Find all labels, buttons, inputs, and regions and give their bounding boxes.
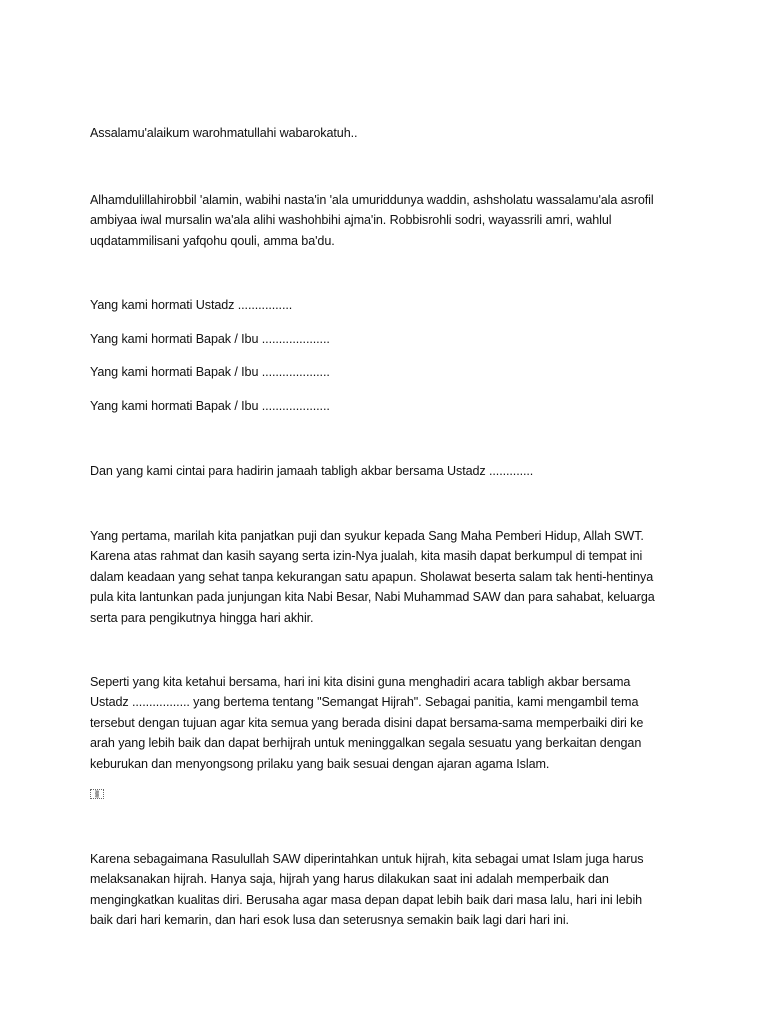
paragraph-line: Karena atas rahmat dan kasih sayang serta izin-Nya jualah, kita masih dapat berkumpul di tempat ini — [90, 549, 643, 564]
opening-line: uqdatammilisani yafqohu qouli, amma ba'du. — [90, 233, 335, 248]
opening-line: Alhamdulillahirobbil 'alamin, wabihi nasta'in 'ala umuriddunya waddin, ashsholatu wassalamu'ala asrofil — [90, 193, 654, 207]
paragraph-line: keburukan dan menyongsong prilaku yang baik sesuai dengan ajaran agama Islam. — [90, 756, 550, 771]
paragraph-theme — [90, 672, 680, 774]
honorific-text: Yang kami hormati Bapak / Ibu .................... — [90, 399, 330, 413]
honorific-text: Yang kami hormati Bapak / Ibu .................... — [90, 332, 330, 346]
honorific-text: Yang kami hormati Bapak / Ibu .................... — [90, 365, 330, 379]
greeting-line — [90, 123, 680, 143]
paragraph-line: Ustadz ................. yang bertema tentang "Semangat Hijrah". Sebagai panitia, kami mengambil tema — [90, 695, 639, 710]
opening-line: ambiyaa iwal mursalin wa'ala alihi washohbihi ajma'in. Robbisrohli sodri, wayassrili amri, wahlul — [90, 213, 612, 228]
paragraph-line: pula kita lantunkan pada junjungan kita Nabi Besar, Nabi Muhammad SAW dan para sahabat, keluarga — [90, 590, 655, 605]
paragraph-line: serta para pengikutnya hingga hari akhir. — [90, 610, 314, 625]
paragraph-line: tersebut dengan tujuan agar kita semua yang berada disini dapat bersama-sama memperbaiki diri ke — [90, 715, 644, 730]
placeholder-glyph-icon: ▒ — [90, 789, 104, 799]
honorific-line — [90, 396, 680, 416]
paragraph-line: arah yang lebih baik dan dapat berhijrah untuk meninggalkan segala sesuatu yang berkaitan dengan — [90, 736, 642, 751]
honorific-text: Yang kami hormati Ustadz ................ — [90, 298, 293, 312]
paragraph-line: baik dari hari kemarin, dan hari esok lusa dan seterusnya semakin baik lagi dari hari ini. — [90, 913, 569, 928]
honorific-line — [90, 295, 680, 315]
paragraph-hijrah — [90, 849, 680, 931]
paragraph-line: mengingkatkan kualitas diri. Berusaha agar masa depan dapat lebih baik dari masa lalu, hari ini lebih — [90, 892, 643, 907]
greeting-text: Assalamu'alaikum warohmatullahi wabarokatuh.. — [90, 126, 358, 140]
honorific-line — [90, 329, 680, 349]
paragraph-line: melaksanakan hijrah. Hanya saja, hijrah yang harus dilakukan saat ini adalah memperbaik dan — [90, 872, 609, 887]
paragraph-praise — [90, 526, 680, 628]
paragraph-line: Yang pertama, marilah kita panjatkan puji dan syukur kepada Sang Maha Pemberi Hidup, Allah SWT. — [90, 529, 644, 543]
audience-line — [90, 461, 680, 481]
paragraph-line: Seperti yang kita ketahui bersama, hari ini kita disini guna menghadiri acara tabligh akbar bersama — [90, 675, 631, 689]
honorific-line — [90, 362, 680, 382]
opening-paragraph — [90, 190, 680, 251]
paragraph-line: dalam keadaan yang sehat tanpa kekurangan satu apapun. Sholawat beserta salam tak henti-hentinya — [90, 569, 654, 584]
audience-text: Dan yang kami cintai para hadirin jamaah tabligh akbar bersama Ustadz ............. — [90, 464, 534, 478]
paragraph-line: Karena sebagaimana Rasulullah SAW diperintahkan untuk hijrah, kita sebagai umat Islam juga harus — [90, 852, 644, 866]
